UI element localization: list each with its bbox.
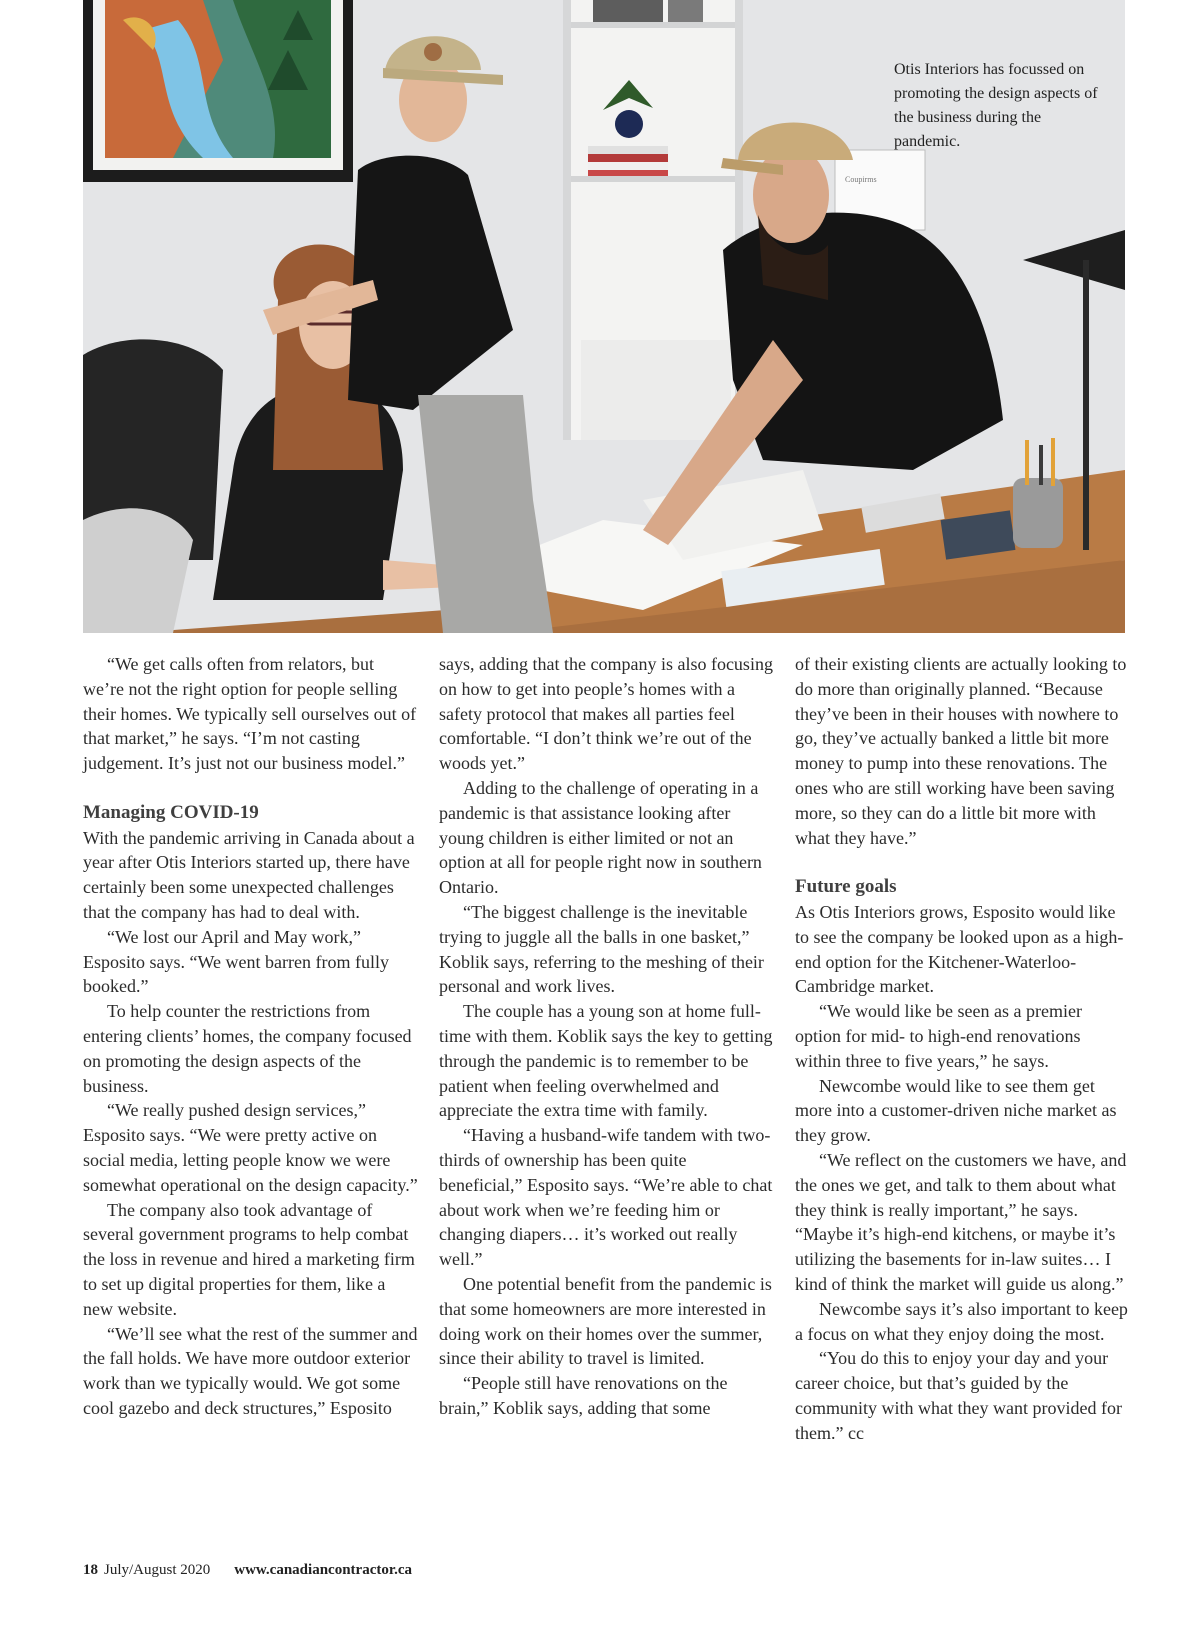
- article-paragraph: With the pandemic arriving in Canada about a year after Otis Interiors started up, there have certainly been some unexpected challenges that the company has had to deal with.: [83, 827, 415, 922]
- wall-painting: [83, 0, 353, 182]
- article-paragraph: “We get calls often from relators, but we’re not the right option for people selling their homes. We typically sell ourselves out of that market,” he says. “I’m not casting judgement. It’s just not our business model.”: [83, 654, 417, 774]
- article-paragraph: “You do this to enjoy your day and your career choice, but that’s guided by the community with what they want provided for them.” cc: [795, 1348, 1122, 1443]
- article-column-3: [795, 652, 1130, 1446]
- article-paragraph: “The biggest challenge is the inevitable trying to juggle all the balls in one basket,” Koblik says, referring to the meshing of their personal and work lives.: [439, 901, 764, 997]
- article-paragraph: “People still have renovations on the brain,” Koblik says, adding that some: [439, 1373, 728, 1418]
- section-spacer: [795, 850, 1130, 875]
- article-paragraph: Adding to the challenge of operating in a pandemic is that assistance looking after young children is either limited or not an option at all for people right now in southern Ontario.: [439, 777, 762, 898]
- article-paragraph: Newcombe says it’s also important to keep a focus on what they enjoy doing the most.: [795, 1298, 1128, 1344]
- section-heading: Future goals: [795, 876, 897, 898]
- article-paragraph: One potential benefit from the pandemic is that some homeowners are more interested in doing work on their homes over the summer, since their ability to travel is limited.: [439, 1273, 772, 1369]
- article-paragraph: “We’ll see what the rest of the summer and the fall holds. We have more outdoor exterior work than we typically would. We got some cool gazebo and deck structures,” Esposito: [83, 1323, 418, 1418]
- issue-date: July/August 2020: [104, 1562, 211, 1578]
- svg-text:Coupirms: Coupirms: [845, 175, 877, 184]
- article-photo: [83, 0, 1125, 633]
- article-paragraph: says, adding that the company is also focusing on how to get into people’s homes with a safety protocol that makes all parties feel comfortable. “I don’t think we’re out of the woods yet.”: [439, 654, 773, 774]
- article-column-1: [83, 652, 418, 1421]
- section-spacer: [83, 776, 418, 801]
- website-link[interactable]: www.canadiancontractor.ca: [234, 1562, 413, 1578]
- article-paragraph: As Otis Interiors grows, Esposito would like to see the company be looked upon as a high-end option for the Kitchener-Waterloo-Cambridge market.: [795, 901, 1124, 997]
- article-paragraph: “Having a husband-wife tandem with two-thirds of ownership has been quite beneficial,” Esposito says. “We’re able to chat about work when we’re feeding him or changing diapers… it’s worked out really well.”: [439, 1125, 773, 1270]
- page-number: 18: [83, 1562, 98, 1578]
- article-paragraph: “We reflect on the customers we have, and the ones we get, and talk to them about what they think is really important,” he says. “Maybe it’s high-end kitchens, or maybe it’s utilizing the basements for in-law suites… I kind of think the market will guide us along.”: [795, 1149, 1127, 1294]
- article-paragraph: The couple has a young son at home full-time with them. Koblik says the key to getting through the pandemic is to remember to be patient when feeling overwhelmed and appreciate the extra time with family.: [439, 1001, 773, 1121]
- article-paragraph: “We would like be seen as a premier option for mid- to high-end renovations within three to five years,” he says.: [795, 1001, 1082, 1071]
- photo-caption: Otis Interiors has focussed on promoting the design aspects of the business during the pandemic.: [894, 61, 1098, 150]
- section-heading: Managing COVID-19: [83, 801, 259, 823]
- article-paragraph: “We lost our April and May work,” Esposito says. “We went barren from fully booked.”: [83, 926, 389, 997]
- bookshelf: [563, 0, 743, 440]
- article-paragraph: The company also took advantage of several government programs to help combat the loss in revenue and hired a marketing firm to set up digital properties for them, like a new website.: [83, 1199, 415, 1319]
- article-paragraph: “We really pushed design services,” Esposito says. “We were pretty active on social media, letting people know we were somewhat operational on the design capacity.”: [83, 1100, 418, 1195]
- article-paragraph: Newcombe would like to see them get more into a customer-driven niche market as they grow.: [795, 1075, 1117, 1146]
- article-paragraph: of their existing clients are actually looking to do more than originally planned. “Because they’ve been in their houses with nowhere to go, they’ve actually banked a little bit more money to pump into these renovations. The ones who are still working have been saving more, so they can do a little bit more with what they have.”: [795, 654, 1127, 848]
- page-footer: [83, 1562, 412, 1579]
- article-paragraph: To help counter the restrictions from entering clients’ homes, the company focused on promoting the design aspects of the business.: [83, 1001, 412, 1096]
- article-column-2: [439, 652, 774, 1421]
